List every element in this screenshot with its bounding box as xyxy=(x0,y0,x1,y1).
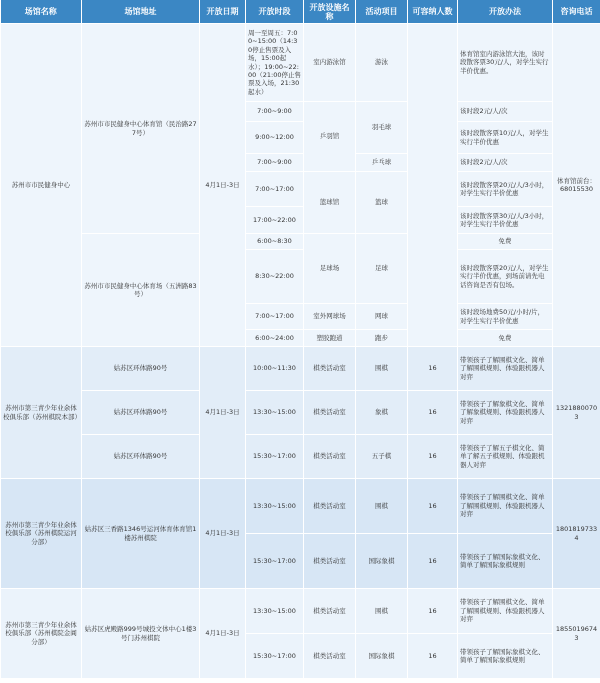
header-phone: 咨询电话 xyxy=(553,0,600,24)
open-time-cell: 周一至周五：7:00~15:00（14:30停止售票及入场，15:00起水）；19:00~22:00（21:00停止售票及入场，21:30起水） xyxy=(246,24,304,102)
open-time-cell: 13:30~15:00 xyxy=(246,479,304,534)
venue-address-cell: 姑苏区环体路90号 xyxy=(82,435,200,479)
facility-cell: 室内游泳馆 xyxy=(304,24,356,102)
open-method-cell: 该时段散客票10元/人，对学生实行半价优惠 xyxy=(458,122,553,154)
table-row xyxy=(1,589,600,634)
header-facility: 开放设施名称 xyxy=(304,0,356,24)
open-method-cell: 带领孩子了解国际象棋文化、简单了解国际象棋规则 xyxy=(458,634,553,679)
facility-cell: 棋类活动室 xyxy=(304,347,356,391)
open-time-cell: 7:00~17:00 xyxy=(246,304,304,330)
capacity-cell: 16 xyxy=(408,391,458,435)
open-method-cell: 该时段散客票30元/人/3小时，对学生实行半价优惠 xyxy=(458,207,553,234)
table-row xyxy=(1,347,600,391)
open-method-cell: 带领孩子了解五子棋文化、简单了解五子棋规则、体验跟机器人对弈 xyxy=(458,435,553,479)
open-time-cell: 13:30~15:00 xyxy=(246,391,304,435)
capacity-cell: 16 xyxy=(408,634,458,679)
open-method-cell: 该时段2元/人/次 xyxy=(458,154,553,172)
open-method-cell: 该时段2元/人/次 xyxy=(458,102,553,122)
header-open-time: 开放时段 xyxy=(246,0,304,24)
open-method-cell: 带领孩子了解象棋文化、简单了解象棋规则、体验跟机器人对弈 xyxy=(458,391,553,435)
header-open-date: 开放日期 xyxy=(200,0,246,24)
capacity-cell xyxy=(408,24,458,347)
facility-cell: 塑胶跑道 xyxy=(304,330,356,347)
facility-cell: 棋类活动室 xyxy=(304,391,356,435)
venue-address-cell: 苏州市市民健身中心体育馆（民治路277号） xyxy=(82,24,200,234)
open-date-cell: 4月1日-3日 xyxy=(200,479,246,589)
open-method-cell: 该时段场地费50元/小时/片，对学生实行半价优惠 xyxy=(458,304,553,330)
venue-name-cell: 苏州市第三青少年业余体校俱乐部（苏州棋院本部） xyxy=(1,347,82,479)
open-time-cell: 6:00~8:30 xyxy=(246,234,304,250)
facility-cell: 棋类活动室 xyxy=(304,589,356,634)
open-method-cell: 该时段散客票20元/人/3小时，对学生实行半价优惠 xyxy=(458,172,553,207)
header-row xyxy=(1,0,600,24)
facility-cell: 足球场 xyxy=(304,234,356,304)
capacity-cell: 16 xyxy=(408,479,458,534)
activity-cell: 跑步 xyxy=(356,330,408,347)
phone-cell: 体育馆前台：68015530 xyxy=(553,24,600,347)
open-time-cell: 15:30~17:00 xyxy=(246,634,304,679)
activity-cell: 篮球 xyxy=(356,172,408,234)
activity-cell: 游泳 xyxy=(356,24,408,102)
phone-cell: 18018197334 xyxy=(553,479,600,589)
open-method-cell: 带领孩子了解围棋文化、简单了解围棋规则、体验跟机器人对弈 xyxy=(458,589,553,634)
activity-cell: 围棋 xyxy=(356,589,408,634)
venue-address-cell: 姑苏区环体路90号 xyxy=(82,347,200,391)
open-method-cell: 带领孩子了解国际象棋文化、简单了解国际象棋规则 xyxy=(458,534,553,589)
activity-cell: 羽毛球 xyxy=(356,102,408,154)
open-date-cell: 4月1日-3日 xyxy=(200,347,246,479)
open-time-cell: 15:30~17:00 xyxy=(246,435,304,479)
open-date-cell: 4月1日-3日 xyxy=(200,24,246,347)
facility-cell: 棋类活动室 xyxy=(304,534,356,589)
facility-cell: 棋类活动室 xyxy=(304,634,356,679)
open-time-cell: 7:00~9:00 xyxy=(246,102,304,122)
open-time-cell: 7:00~9:00 xyxy=(246,154,304,172)
table-row xyxy=(1,234,600,250)
open-date-cell: 4月1日-3日 xyxy=(200,589,246,679)
activity-cell: 国际象棋 xyxy=(356,534,408,589)
open-method-cell: 带领孩子了解围棋文化、简单了解围棋规则、体验跟机器人对弈 xyxy=(458,347,553,391)
table-row xyxy=(1,391,600,435)
open-time-cell: 17:00~22:00 xyxy=(246,207,304,234)
phone-cell: 18550196743 xyxy=(553,589,600,679)
activity-cell: 围棋 xyxy=(356,479,408,534)
venue-address-cell: 姑苏区三香路1346号运河体育体育馆1楼苏州棋院 xyxy=(82,479,200,589)
venue-address-cell: 姑苏区环体路90号 xyxy=(82,391,200,435)
activity-cell: 足球 xyxy=(356,234,408,304)
phone-cell: 13218800703 xyxy=(553,347,600,479)
open-time-cell: 10:00~11:30 xyxy=(246,347,304,391)
facility-cell: 篮球馆 xyxy=(304,172,356,234)
capacity-cell: 16 xyxy=(408,347,458,391)
open-time-cell: 15:30~17:00 xyxy=(246,534,304,589)
open-time-cell: 8:30~22:00 xyxy=(246,250,304,304)
venue-name-cell: 苏州市第三青少年业余体校俱乐部（苏州棋院金阊分部） xyxy=(1,589,82,679)
activity-cell: 象棋 xyxy=(356,391,408,435)
capacity-cell: 16 xyxy=(408,435,458,479)
open-time-cell: 7:00~17:00 xyxy=(246,172,304,207)
table-row xyxy=(1,435,600,479)
header-venue-address: 场馆地址 xyxy=(82,0,200,24)
open-method-cell: 免费 xyxy=(458,330,553,347)
facility-cell: 乒羽馆 xyxy=(304,102,356,172)
open-method-cell: 体育馆室内游泳馆大池，该时段散客票30元/人，对学生实行半价优惠。 xyxy=(458,24,553,102)
facility-cell: 棋类活动室 xyxy=(304,435,356,479)
open-method-cell: 免费 xyxy=(458,234,553,250)
table-row xyxy=(1,479,600,534)
header-venue-name: 场馆名称 xyxy=(1,0,82,24)
header-activity: 活动项目 xyxy=(356,0,408,24)
capacity-cell: 16 xyxy=(408,534,458,589)
open-method-cell: 带领孩子了解围棋文化、简单了解围棋规则、体验跟机器人对弈 xyxy=(458,479,553,534)
table-row xyxy=(1,24,600,102)
activity-cell: 五子棋 xyxy=(356,435,408,479)
activity-cell: 乒乓球 xyxy=(356,154,408,172)
venue-address-cell: 姑苏区虎殿路999号城投文体中心1楼3号门苏州棋院 xyxy=(82,589,200,679)
venue-name-cell: 苏州市市民健身中心 xyxy=(1,24,82,347)
header-open-method: 开放办法 xyxy=(458,0,553,24)
facility-cell: 室外网球场 xyxy=(304,304,356,330)
activity-cell: 网球 xyxy=(356,304,408,330)
activity-cell: 国际象棋 xyxy=(356,634,408,679)
open-time-cell: 9:00~12:00 xyxy=(246,122,304,154)
open-time-cell: 13:30~15:00 xyxy=(246,589,304,634)
open-time-cell: 6:00~24:00 xyxy=(246,330,304,347)
venue-name-cell: 苏州市第三青少年业余体校俱乐部（苏州棋院运河分部） xyxy=(1,479,82,589)
venue-address-cell: 苏州市市民健身中心体育场（五洲路83号） xyxy=(82,234,200,347)
header-capacity: 可容纳人数 xyxy=(408,0,458,24)
activity-cell: 围棋 xyxy=(356,347,408,391)
open-method-cell: 该时段散客票20元/人，对学生实行半价优惠，到场前请先电话咨询是否有包场。 xyxy=(458,250,553,304)
capacity-cell: 16 xyxy=(408,589,458,634)
facility-cell: 棋类活动室 xyxy=(304,479,356,534)
